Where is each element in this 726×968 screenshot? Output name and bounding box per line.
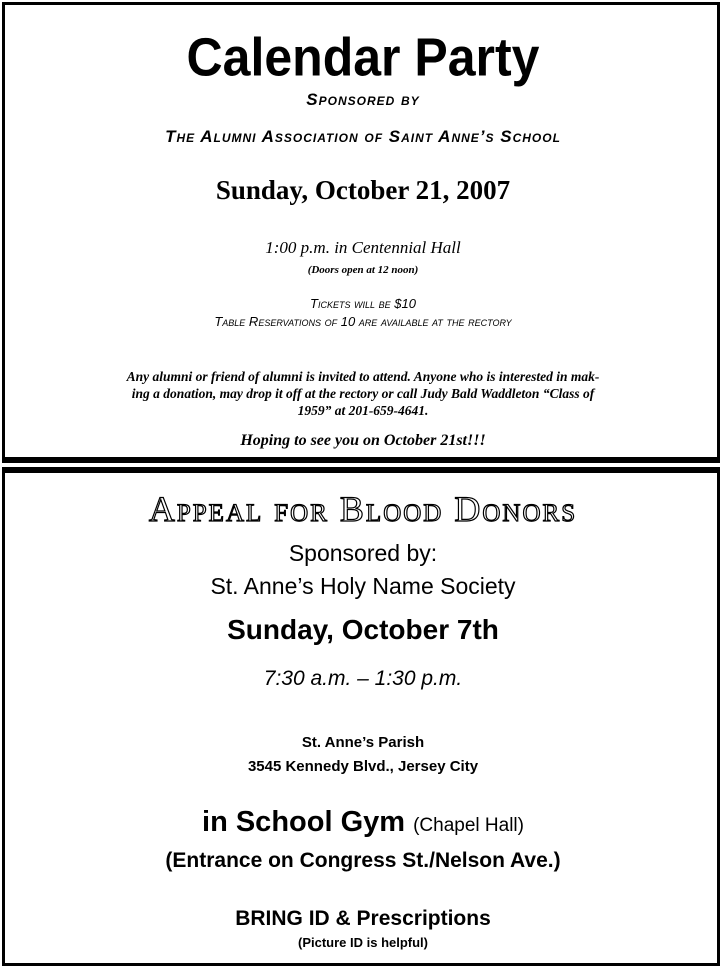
blood-bring: BRING ID & Prescriptions <box>235 907 491 930</box>
blood-entrance: (Entrance on Congress St./Nelson Ave.) <box>165 849 561 872</box>
calendar-party-title: Calendar Party <box>186 26 540 88</box>
calendar-doors: (Doors open at 12 noon) <box>307 264 419 276</box>
calendar-invitation <box>12 368 714 419</box>
calendar-sponsor: The Alumni Association of Saint Anne’s School <box>165 127 561 146</box>
blood-location <box>0 806 726 839</box>
invite-line: ing a donation, may drop it off at the rectory or call Judy Bald Waddleton “Class of <box>131 386 595 401</box>
calendar-time-place: 1:00 p.m. in Centennial Hall <box>265 238 461 257</box>
blood-date: Sunday, October 7th <box>227 614 499 645</box>
blood-sponsor: St. Anne’s Holy Name Society <box>210 573 516 599</box>
invite-line: 1959” at 201-659-4641. <box>297 403 429 418</box>
blood-venue: St. Anne’s Parish <box>301 734 425 751</box>
blood-drive-title: Appeal for Blood Donors <box>148 489 578 529</box>
location-note: (Chapel Hall) <box>413 815 524 836</box>
blood-sponsored-by: Sponsored by: <box>288 540 438 566</box>
location-main: in School Gym <box>202 806 406 838</box>
calendar-date: Sunday, October 21, 2007 <box>215 175 511 205</box>
invite-line: Any alumni or friend of alumni is invited to attend. Anyone who is interested in mak- <box>126 369 600 384</box>
calendar-closing: Hoping to see you on October 21st!!! <box>240 432 486 449</box>
blood-time: 7:30 a.m. – 1:30 p.m. <box>263 667 463 690</box>
calendar-tickets: Tickets will be $10 <box>310 296 416 311</box>
blood-address: 3545 Kennedy Blvd., Jersey City <box>247 758 479 775</box>
calendar-sponsored-by: Sponsored by <box>306 90 420 109</box>
blood-bring-note: (Picture ID is helpful) <box>297 935 428 950</box>
calendar-reservations: Table Reservations of 10 are available at the rectory <box>214 314 512 329</box>
